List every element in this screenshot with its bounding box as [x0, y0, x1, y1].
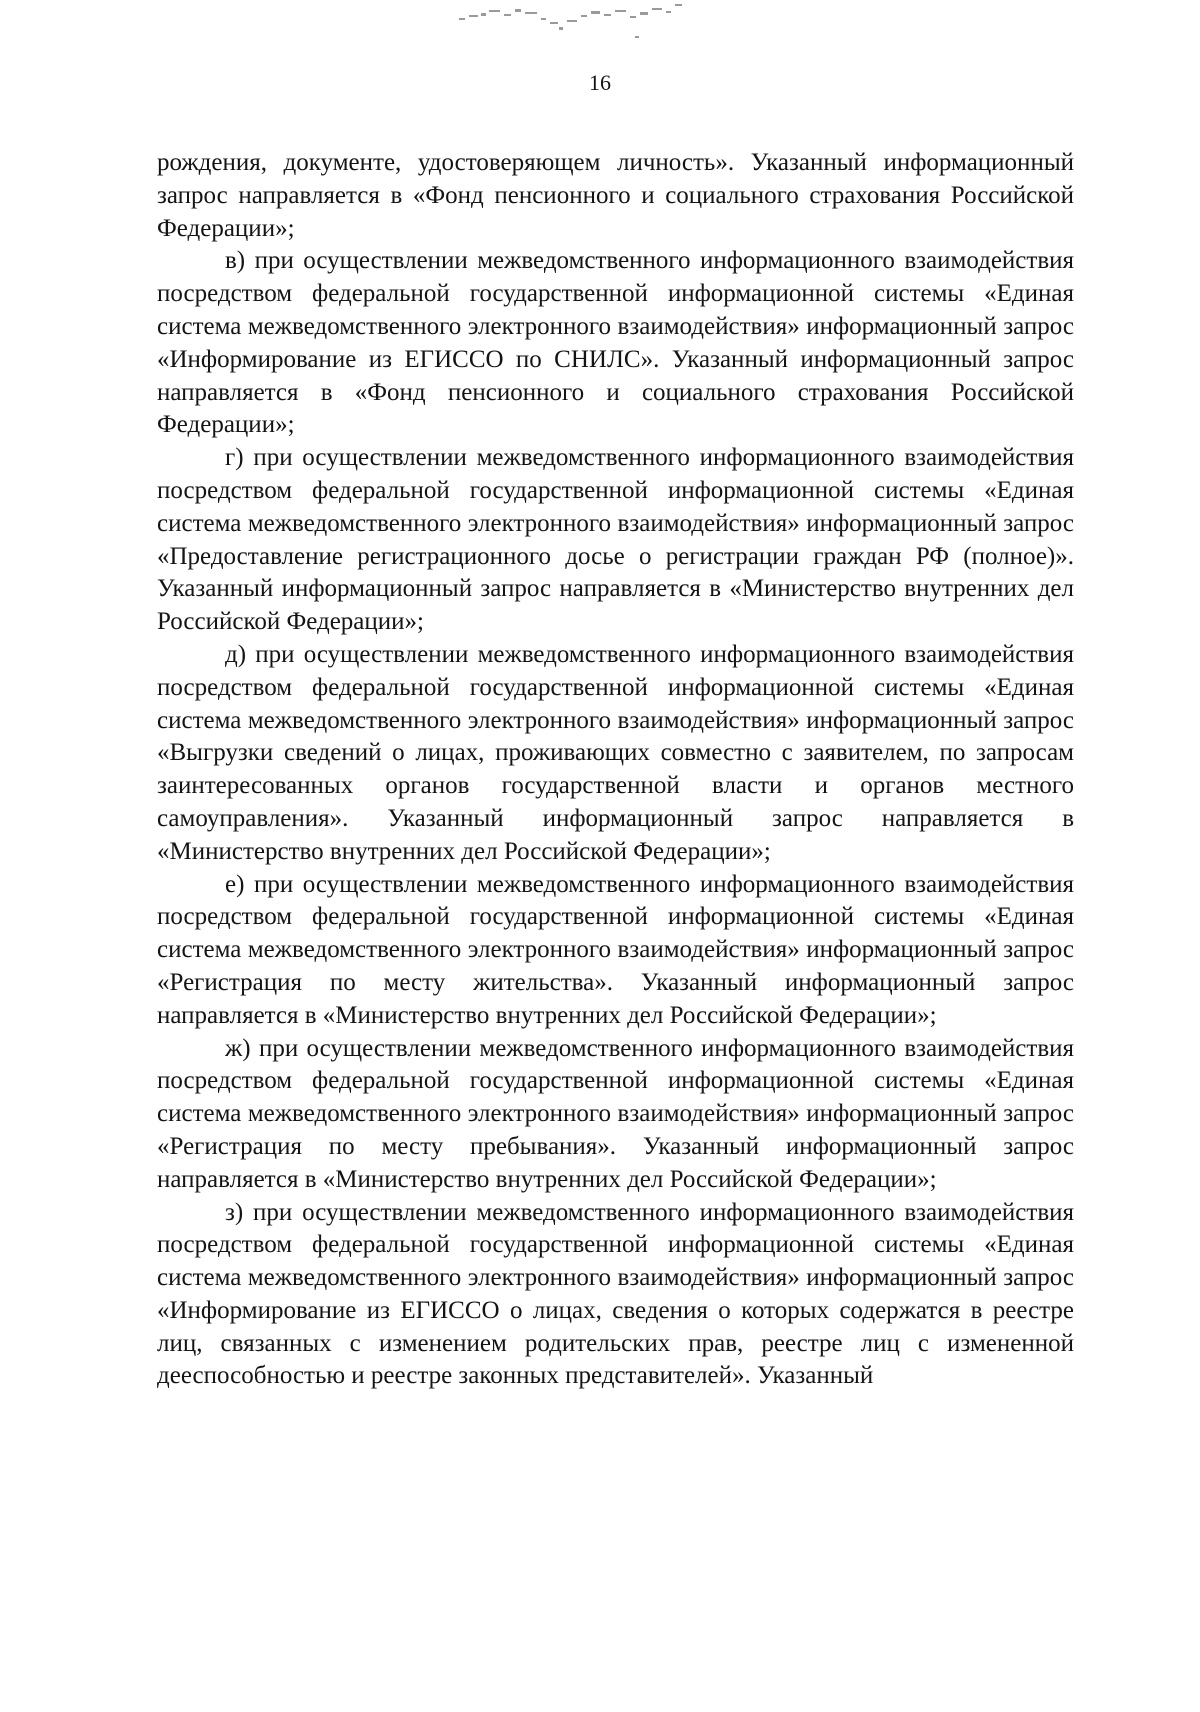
paragraph-continuation [157, 147, 1074, 245]
paragraph-text: при осуществлении межведомственного информационного взаимодействия посредством федеральной государственной информационной системы «Единая система межведомственного электронного взаимодействия» информационный запрос «Информирование из ЕГИССО по СНИЛС». Указанный информационный запрос направляется в «Фонд пенсионного и социального страхования Российской Федерации»; [157, 247, 1074, 439]
page-number: 16 [589, 70, 611, 95]
scan-artifact [455, 0, 755, 40]
paragraph-text: при осуществлении межведомственного информационного взаимодействия посредством федеральной государственной информационной системы «Единая система межведомственного электронного взаимодействия» информационный запрос «Регистрация по месту пребывания». Указанный информационный запрос направляется в «Министерство внутренних дел Российской Федерации»; [157, 1034, 1074, 1193]
paragraph-label: е) [225, 870, 245, 898]
paragraph-item-v [157, 245, 1074, 442]
paragraph-text: при осуществлении межведомственного информационного взаимодействия посредством федеральной государственной информационной системы «Единая система межведомственного электронного взаимодействия» информационный запрос «Выгрузки сведений о лицах, проживающих совместно с заявителем, по запросам заинтересованных органов государственной власти и органов местного самоуправления». Указанный информационный запрос направляется в «Министерство внутренних дел Российской Федерации»; [157, 640, 1074, 865]
paragraph-item-g [157, 442, 1074, 639]
paragraph-label: г) [225, 444, 244, 472]
paragraph-text: рождения, документе, удостоверяющем личность». Указанный информационный запрос направляется в «Фонд пенсионного и социального страхования Российской Федерации»; [157, 149, 1074, 242]
paragraph-label: ж) [225, 1034, 251, 1062]
paragraph-text: при осуществлении межведомственного информационного взаимодействия посредством федеральной государственной информационной системы «Единая система межведомственного электронного взаимодействия» информационный запрос «Регистрация по месту жительства». Указанный информационный запрос направляется в «Министерство внутренних дел Российской Федерации»; [157, 870, 1074, 1029]
paragraph-text: при осуществлении межведомственного информационного взаимодействия посредством федеральной государственной информационной системы «Единая система межведомственного электронного взаимодействия» информационный запрос «Предоставление регистрационного досье о регистрации граждан РФ (полное)». Указанный информационный запрос направляется в «Министерство внутренних дел Российской Федерации»; [157, 444, 1075, 636]
paragraph-text: при осуществлении межведомственного информационного взаимодействия посредством федеральной государственной информационной системы «Единая система межведомственного электронного взаимодействия» информационный запрос «Информирование из ЕГИССО о лицах, сведения о которых содержатся в реестре лиц, связанных с изменением родительских прав, реестре лиц с измененной дееспособностью и реестре законных представителей». Указанный [157, 1198, 1075, 1390]
paragraph-item-d [157, 639, 1074, 869]
paragraph-label: з) [225, 1198, 244, 1226]
paragraph-label: д) [225, 640, 247, 668]
paragraph-label: в) [225, 247, 246, 275]
paragraph-item-z [157, 1197, 1074, 1394]
paragraph-item-e [157, 869, 1074, 1033]
paragraph-item-zh [157, 1033, 1074, 1197]
document-body [157, 147, 1074, 1393]
